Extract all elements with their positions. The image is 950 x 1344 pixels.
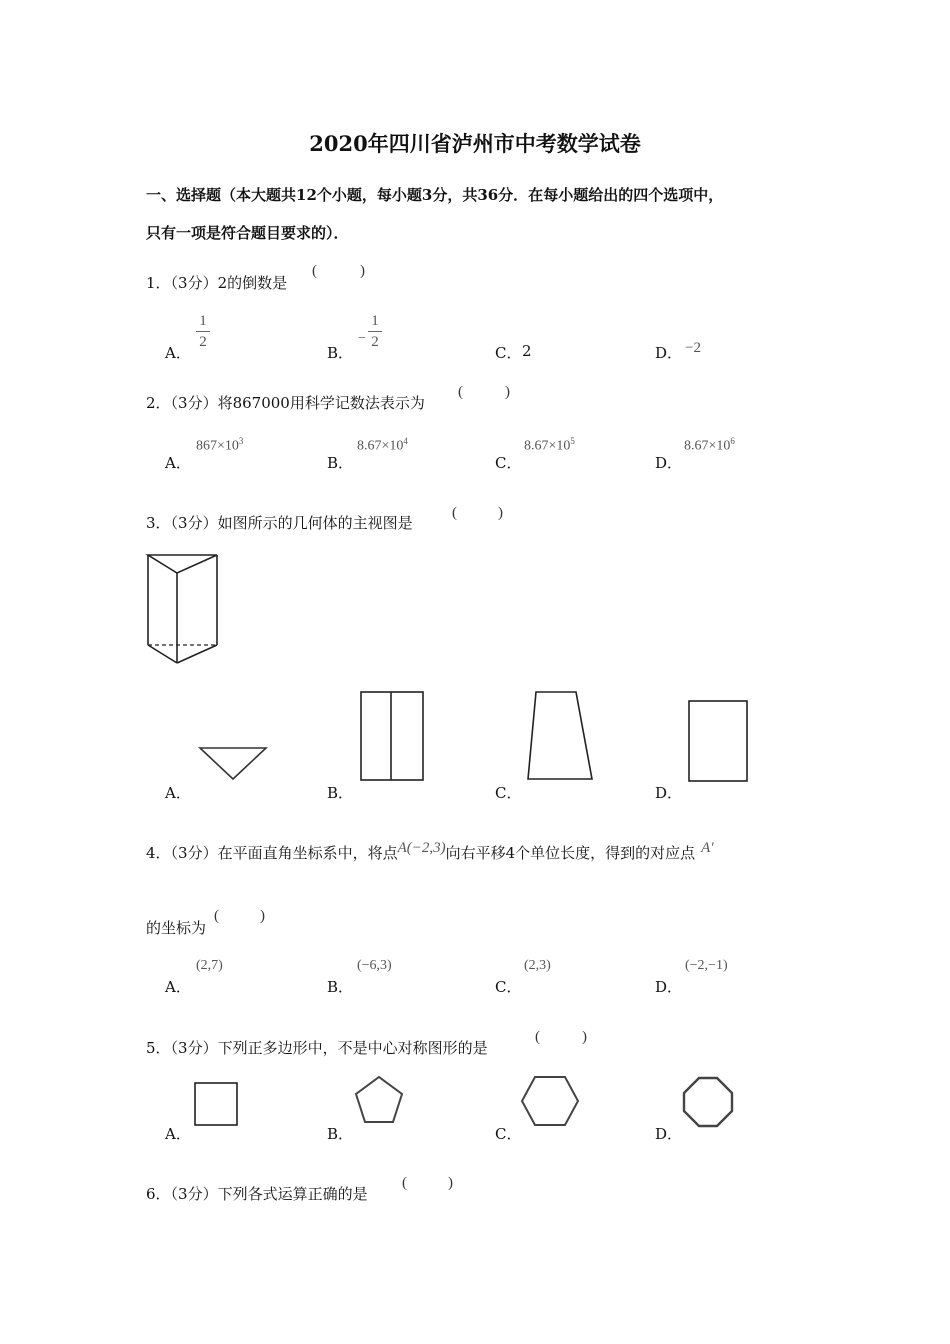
answer-paren-open: (	[312, 263, 317, 279]
answer-paren-open: (	[458, 384, 463, 400]
answer-paren-close: )	[260, 908, 265, 924]
answer-paren-open: (	[452, 505, 457, 521]
option-label: B．	[327, 978, 354, 996]
question-5-stem: 5．（3分）下列正多边形中，不是中心对称图形的是	[146, 1039, 488, 1057]
question-4-stem-line2: 的坐标为	[146, 919, 207, 937]
triangular-prism-figure	[146, 553, 220, 667]
answer-paren-open: (	[402, 1175, 407, 1191]
option-value: −2	[685, 340, 701, 356]
fraction-one-half: 1 2	[196, 313, 210, 350]
option-label: A．	[165, 784, 191, 802]
section-heading-line2: 只有一项是符合题目要求的）．	[146, 224, 349, 242]
option-label: D．	[655, 978, 683, 996]
option-value: (2,7)	[196, 958, 223, 973]
question-1-stem: 1．（3分）2的倒数是	[146, 274, 288, 292]
option-value: (2,3)	[524, 958, 551, 973]
option-label: A．	[165, 454, 191, 472]
option-label: B．	[327, 344, 354, 362]
square-shape	[193, 1081, 239, 1127]
option-label: D．	[655, 454, 683, 472]
option-value: $867\times 10^3$	[196, 436, 244, 454]
option-label: C．	[495, 344, 522, 362]
fraction-one-half: 1 2	[368, 313, 382, 350]
option-value: $8.67\times 10^4$	[357, 436, 408, 454]
inverted-triangle-shape	[198, 746, 268, 782]
split-rectangle-shape	[359, 690, 425, 782]
hexagon-shape	[520, 1075, 580, 1127]
question-6-stem: 6．（3分）下列各式运算正确的是	[146, 1185, 368, 1203]
trapezoid-shape	[526, 690, 594, 782]
answer-paren-open: (	[535, 1029, 540, 1045]
answer-paren-close: )	[498, 505, 503, 521]
option-label: C．	[495, 1125, 522, 1143]
answer-paren-close: )	[582, 1029, 587, 1045]
option-label: A．	[165, 1125, 191, 1143]
option-label: D．	[655, 344, 683, 362]
answer-paren-close: )	[360, 263, 365, 279]
answer-paren-close: )	[448, 1175, 453, 1191]
point-A: A(−2,3)	[397, 840, 446, 856]
question-4-stem: 4．（3分）在平面直角坐标系中，将点A(−2,3)向右平移4个单位长度，得到的对应点 A′	[146, 840, 714, 862]
pentagon-shape	[354, 1075, 404, 1125]
point-A-prime: A′	[701, 840, 714, 856]
octagon-shape	[682, 1076, 734, 1128]
option-label: B．	[327, 784, 354, 802]
section-heading-line1: 一、选择题（本大题共12个小题，每小题3分，共36分．在每小题给出的四个选项中，	[146, 186, 724, 204]
option-value: (−6,3)	[357, 958, 392, 973]
rectangle-shape	[687, 699, 749, 783]
question-3-stem: 3．（3分）如图所示的几何体的主视图是	[146, 514, 413, 532]
option-value: $8.67\times 10^6$	[684, 436, 735, 454]
option-label: C．	[495, 784, 522, 802]
page-title: 2020年四川省泸州市中考数学试卷	[309, 131, 641, 156]
option-label: C．	[495, 978, 522, 996]
answer-paren-open: (	[214, 908, 219, 924]
option-label: B．	[327, 454, 354, 472]
option-label: A．	[165, 344, 191, 362]
option-label: D．	[655, 1125, 683, 1143]
option-label: D．	[655, 784, 683, 802]
answer-paren-close: )	[505, 384, 510, 400]
option-label: C．	[495, 454, 522, 472]
minus-sign: −	[358, 331, 366, 346]
option-label: B．	[327, 1125, 354, 1143]
question-2-stem: 2．（3分）将867000用科学记数法表示为	[146, 394, 425, 412]
option-value: 2	[522, 342, 532, 360]
option-label: A．	[165, 978, 191, 996]
option-value: $8.67\times 10^5$	[524, 436, 575, 454]
option-value: (−2,−1)	[685, 958, 728, 973]
